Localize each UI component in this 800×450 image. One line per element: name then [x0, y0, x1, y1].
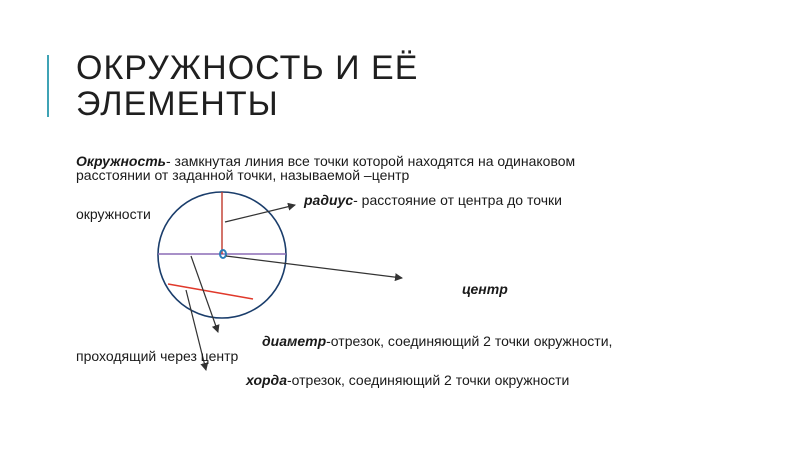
- title-line-1: ОКРУЖНОСТЬ И ЕЁ: [76, 49, 419, 87]
- radius-arrow: [225, 205, 295, 222]
- chord-text: -отрезок, соединяющий 2 точки окружности: [286, 372, 570, 388]
- diameter-definition-line-2: проходящий через центр: [76, 348, 239, 364]
- title-line-2: ЭЛЕМЕНТЫ: [76, 85, 279, 123]
- diameter-text-1: -отрезок, соединяющий 2 точки окружности,: [326, 333, 613, 349]
- radius-text-1: - расстояние от центра до точки: [353, 192, 562, 208]
- chord-line: [168, 284, 253, 299]
- circle-definition-line-2: расстоянии от заданной точки, называемой –центр: [76, 167, 410, 183]
- center-arrow: [226, 256, 402, 278]
- circle-term: Окружность: [76, 153, 166, 169]
- diameter-term: диаметр: [262, 333, 327, 349]
- chord-definition: [246, 372, 569, 388]
- radius-term: радиус: [304, 192, 354, 208]
- chord-term: хорда: [246, 372, 287, 388]
- radius-definition-line-2: окружности: [76, 206, 151, 222]
- radius-definition-line-1: [304, 192, 562, 208]
- diameter-arrow: [191, 256, 218, 332]
- center-label: центр: [462, 281, 508, 297]
- circle-text-1: - замкнутая линия все точки которой находятся на одинаковом: [166, 153, 576, 169]
- diameter-definition-line-1: [262, 333, 612, 349]
